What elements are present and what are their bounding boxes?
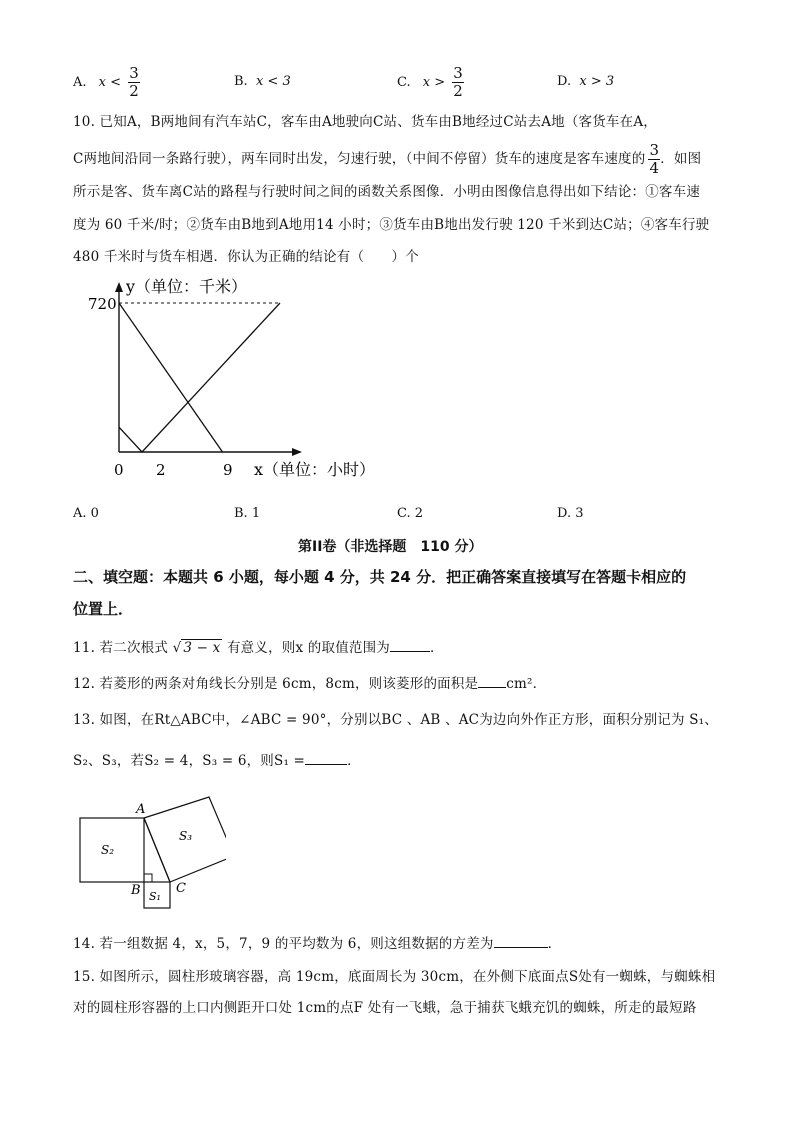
q15-line-1: 15. 如图所示，圆柱形玻璃容器，高 19cm，底面周长为 30cm，在外侧下底面点S处有一蜘蛛，与蜘蛛相	[73, 969, 716, 985]
q13-figure	[76, 796, 226, 916]
fraction: $\frac{3}{2}$	[129, 64, 139, 100]
y-axis-label: y（单位：千米）	[126, 277, 248, 296]
fraction: $\frac{3}{2}$	[453, 64, 463, 100]
section-title: 第II卷（非选择题 110 分）	[298, 539, 483, 555]
y-axis-arrow	[115, 282, 123, 292]
hypotenuse-ac	[144, 818, 170, 882]
point-a-label: A	[136, 802, 146, 817]
q15-line-2: 对的圆柱形容器的上口内侧距开口处 1cm的点F 处有一飞蛾，急于捕获飞蛾充饥的蜘蛛，所走的最短路	[73, 1000, 697, 1016]
q9-option-d: D. x > 3	[557, 74, 615, 89]
answer-blank	[390, 637, 430, 652]
label-s2: S₂	[101, 843, 115, 857]
part2-heading-line2: 位置上．	[73, 600, 134, 618]
q10-line-5: 480 千米时与货车相遇．你认为正确的结论有（ ）个	[73, 249, 419, 265]
q10-graph	[80, 272, 410, 487]
q10-line-2: C两地间沿同一条路行驶），两车同时出发，匀速行驶，（中间不停留）货车的速度是客车速度的 $\frac{3}{4}$ ．如图	[73, 141, 702, 177]
point-c-label: C	[176, 881, 186, 896]
q13-line-1: 13. 如图，在Rt△ABC中，∠ABC = 90°，分别以BC 、AB 、AC为边向外作正方形，面积分别记为 S₁、	[73, 712, 718, 728]
series-line-1	[119, 303, 223, 452]
answer-blank	[494, 933, 548, 948]
q10-line-4: 度为 60 千米/时；②货车由B地到A地用14 小时；③货车由B地出发行驶 120 千米到达C站；④客车行驶	[73, 217, 710, 233]
point-b-label: B	[131, 883, 141, 898]
y-tick-720: 720	[88, 295, 117, 313]
q9-option-c: C. x > $\frac{3}{2}$	[397, 64, 463, 100]
q13-line-2: S₂、S₃，若S₂ = 4，S₃ = 6，则S₁ = ．	[73, 749, 361, 769]
q10-option-a: A. 0	[73, 506, 99, 521]
x-axis-label: x（单位：小时）	[254, 460, 376, 479]
q10-option-d: D. 3	[557, 506, 584, 521]
q14: 14. 若一组数据 4，x，5，7，9 的平均数为 6，则这组数据的方差为 ．	[73, 932, 561, 952]
x-tick-2: 2	[156, 461, 166, 479]
x-axis-arrow	[292, 448, 302, 456]
q10-option-b: B. 1	[234, 506, 261, 521]
label-s1: S₁	[149, 890, 161, 903]
q10-line-1: 10. 已知A，B两地间有汽车站C，客车由A地驶向C站、货车由B地经过C站去A地（客货车在A，	[73, 114, 657, 130]
x-tick-9: 9	[223, 461, 233, 479]
q10-option-c: C. 2	[397, 506, 424, 521]
q11: 11. 若二次根式 √ 3 − x 有意义，则x 的取值范围为 ．	[73, 636, 444, 656]
q9-option-b: B. x < 3	[234, 74, 291, 89]
label-s3: S₃	[179, 829, 193, 843]
sqrt-expression: √ 3 − x	[172, 640, 221, 656]
answer-blank	[305, 750, 347, 765]
q9-option-a: A. x < $\frac{3}{2}$	[73, 64, 139, 100]
q10-line-3: 所示是客、货车离C站的路程与行驶时间之间的函数关系图像．小明由图像信息得出如下结论：①客车速	[73, 184, 701, 200]
series-line-2	[119, 303, 280, 452]
x-tick-0: 0	[114, 461, 124, 479]
fraction: $\frac{3}{4}$	[649, 141, 660, 177]
right-angle-mark	[144, 874, 152, 882]
part2-heading-line1: 二、填空题：本题共 6 小题，每小题 4 分，共 24 分．把正确答案直接填写在答题卡相应的	[73, 568, 687, 586]
q12: 12. 若菱形的两条对角线长分别是 6cm，8cm，则该菱形的面积是 cm²．	[73, 672, 546, 692]
answer-blank	[478, 673, 506, 688]
